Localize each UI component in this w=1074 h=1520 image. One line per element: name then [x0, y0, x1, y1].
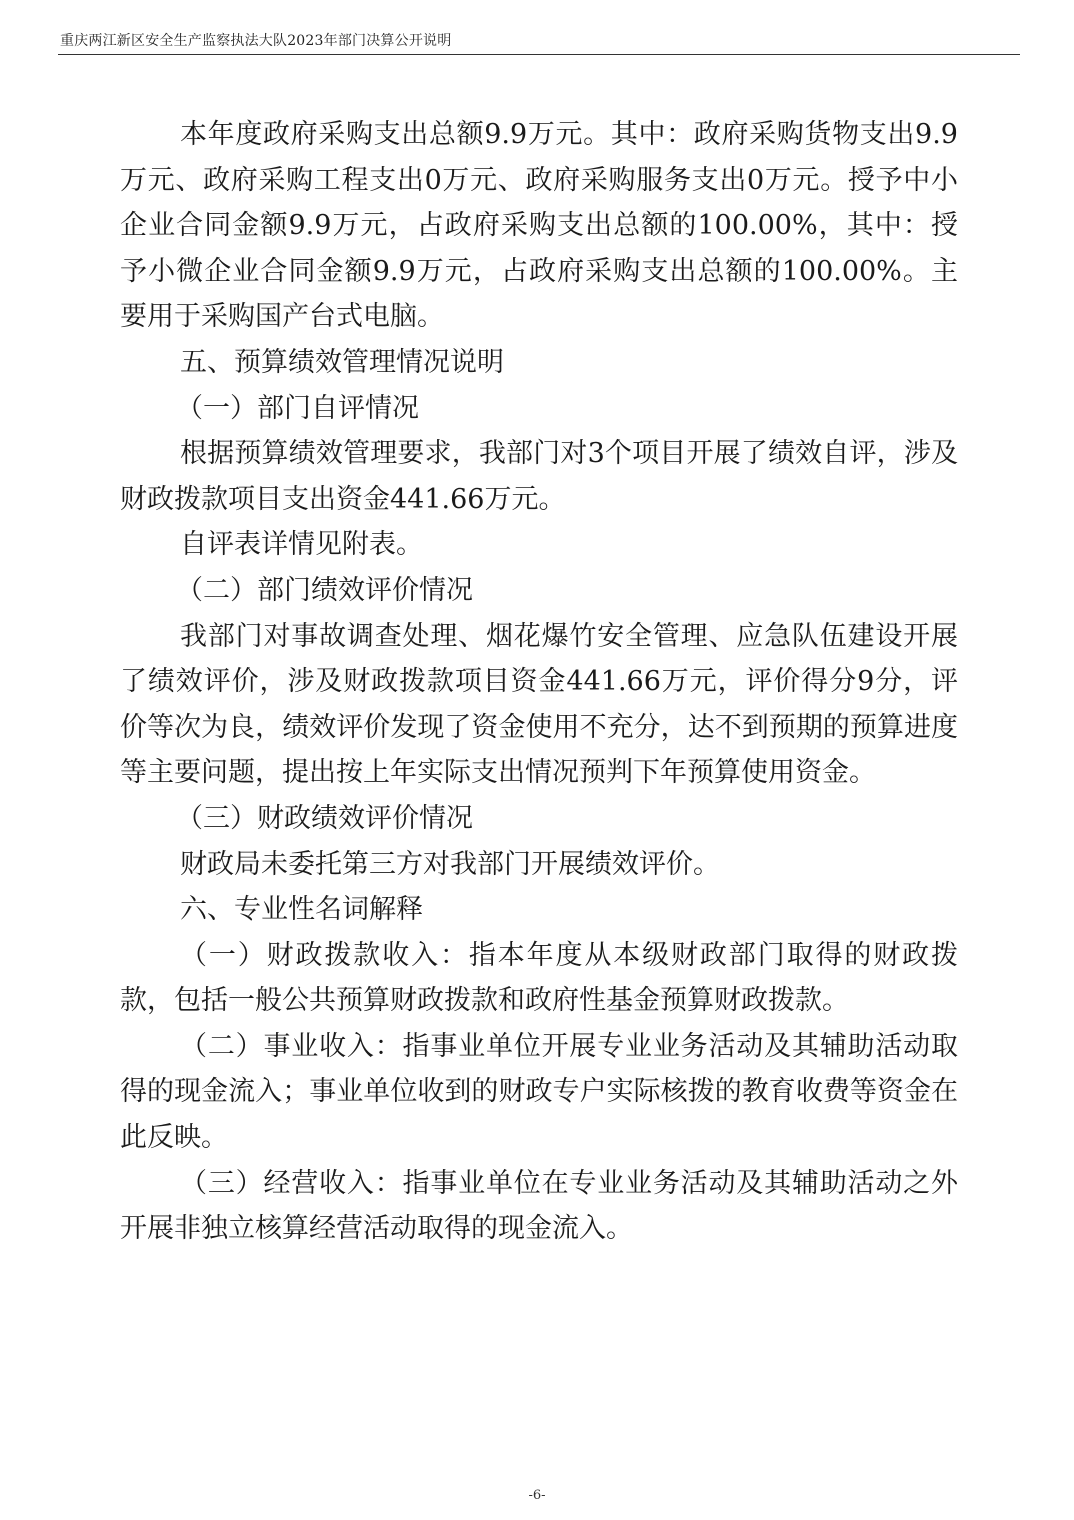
section-heading-glossary: 六、专业性名词解释 [180, 894, 423, 926]
paragraph-glossary-operating-income: （三）经营收入：指事业单位在专业业务活动及其辅助活动之外开展非独立核算经营活动取得的现金流入。 [120, 1167, 958, 1245]
paragraph-department-evaluation: 我部门对事故调查处理、烟花爆竹安全管理、应急队伍建设开展了绩效评价，涉及财政拨款项目资金441.66万元，评价得分9分，评价等次为良，绩效评价发现了资金使用不充分，达不到预期的预算进度等主要问题，提出按上年实际支出情况预判下年预算使用资金。 [120, 620, 958, 789]
header-divider [58, 54, 1020, 55]
document-body [120, 112, 958, 1252]
subheading-finance-evaluation: （三）财政绩效评价情况 [176, 802, 473, 834]
section-heading-performance: 五、预算绩效管理情况说明 [180, 346, 504, 378]
paragraph-glossary-business-income: （二）事业收入：指事业单位开展专业业务活动及其辅助活动取得的现金流入；事业单位收到的财政专户实际核拨的教育收费等资金在此反映。 [120, 1030, 958, 1154]
paragraph-self-evaluation: 根据预算绩效管理要求，我部门对3个项目开展了绩效自评，涉及财政拨款项目支出资金441.66万元。 [120, 438, 958, 515]
page-number: -6- [528, 1488, 546, 1503]
subheading-department-evaluation: （二）部门绩效评价情况 [176, 574, 473, 606]
paragraph-glossary-fiscal-income: （一）财政拨款收入：指本年度从本级财政部门取得的财政拨款，包括一般公共预算财政拨款和政府性基金预算财政拨款。 [120, 939, 958, 1017]
paragraph-attachment-note: 自评表详情见附表。 [180, 529, 423, 561]
paragraph-finance-evaluation: 财政局未委托第三方对我部门开展绩效评价。 [180, 848, 720, 880]
page-header-title: 重庆两江新区安全生产监察执法大队2023年部门决算公开说明 [60, 33, 452, 49]
paragraph-procurement: 本年度政府采购支出总额9.9万元。其中：政府采购货物支出9.9万元、政府采购工程支出0万元、政府采购服务支出0万元。授予中小企业合同金额9.9万元，占政府采购支出总额的100.00%，其中：授予小微企业合同金额9.9万元，占政府采购支出总额的100.00%。主要用于采购国产台式电脑。 [120, 119, 958, 333]
subheading-self-evaluation: （一）部门自评情况 [176, 392, 419, 424]
